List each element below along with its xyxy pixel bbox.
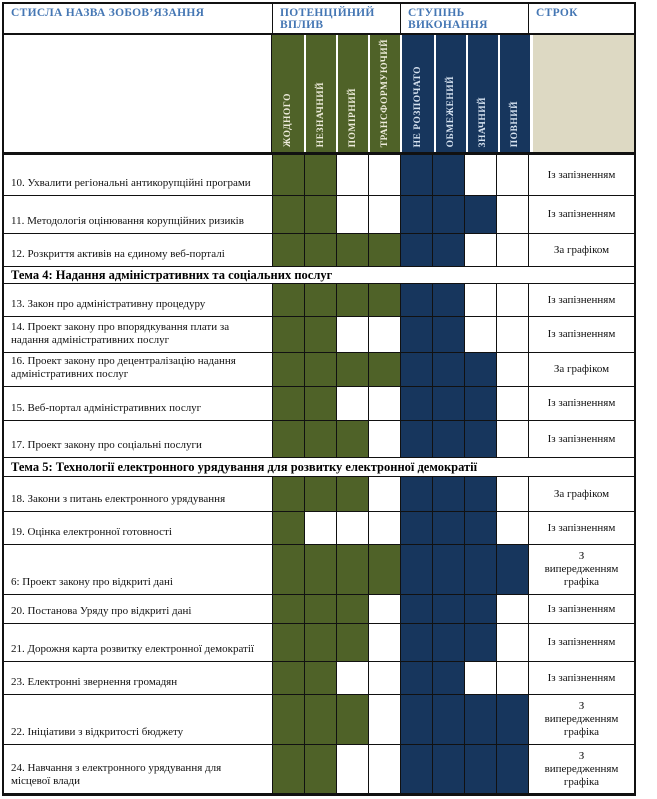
impact-cell-1-filled [304, 353, 336, 386]
band-empty-name-cell [4, 35, 272, 152]
commitment-row [4, 234, 634, 267]
term-status: З випередженням графіка [528, 695, 634, 744]
commitment-name: 22. Ініціативи з відкритості бюджету [11, 726, 184, 738]
completion-cell-3-empty [496, 421, 528, 457]
completion-cell-3-empty [496, 662, 528, 694]
impact-cell-1-filled [304, 284, 336, 316]
term-status: Із запізненням [528, 512, 634, 544]
completion-cell-2-empty [464, 155, 496, 195]
term-status: Із запізненням [528, 595, 634, 623]
commitment-row [4, 284, 634, 317]
impact-cell-1-filled [304, 545, 336, 594]
impact-cell-0-filled [272, 155, 304, 195]
impact-cell-1-filled [304, 387, 336, 420]
commitment-name: 16. Проект закону про децентралізацію надання адміністративних послуг [11, 355, 236, 380]
commitment-row [4, 545, 634, 595]
commitment-row [4, 155, 634, 196]
completion-cell-2-filled [464, 624, 496, 661]
commitment-name: 10. Ухвалити регіональні антикорупційні програми [11, 177, 251, 189]
commitment-row [4, 662, 634, 695]
impact-level-column-3 [368, 35, 400, 152]
impact-cell-1-filled [304, 234, 336, 266]
completion-cell-1-filled [432, 595, 464, 623]
completion-cell-2-empty [464, 317, 496, 352]
impact-level-column-1 [304, 35, 336, 152]
impact-cell-0-filled [272, 421, 304, 457]
impact-cell-3-empty [368, 317, 400, 352]
term-status: Із запізненням [528, 662, 634, 694]
term-band-cell [530, 35, 634, 152]
term-status: За графіком [528, 234, 634, 266]
impact-cell-0-filled [272, 745, 304, 793]
completion-cell-0-filled [400, 196, 432, 233]
impact-cell-2-filled [336, 284, 368, 316]
commitment-row [4, 695, 634, 745]
commitment-name: 17. Проект закону про соціальні послуги [11, 439, 202, 451]
completion-cell-2-filled [464, 745, 496, 793]
impact-cell-0-filled [272, 595, 304, 623]
completion-cell-1-filled [432, 421, 464, 457]
completion-level-label: ПОВНИЙ [510, 100, 520, 147]
completion-cell-3-filled [496, 545, 528, 594]
term-status: Із запізненням [528, 155, 634, 195]
completion-cell-0-filled [400, 234, 432, 266]
completion-cell-2-filled [464, 545, 496, 594]
completion-level-label: ЗНАЧНИЙ [478, 96, 488, 147]
commitment-row [4, 624, 634, 662]
completion-cell-0-filled [400, 155, 432, 195]
term-status: З випередженням графіка [528, 745, 634, 793]
completion-cell-1-filled [432, 624, 464, 661]
column-header-term: СТРОК [528, 4, 634, 33]
completion-cell-1-filled [432, 512, 464, 544]
impact-cell-0-filled [272, 624, 304, 661]
impact-cell-3-empty [368, 745, 400, 793]
completion-cell-1-filled [432, 695, 464, 744]
completion-cell-3-empty [496, 512, 528, 544]
completion-cell-2-filled [464, 387, 496, 420]
commitment-name: 24. Навчання з електронного урядування для місцевої влади [11, 762, 222, 787]
commitment-name: 13. Закон про адміністративну процедуру [11, 298, 206, 310]
completion-cell-1-filled [432, 234, 464, 266]
completion-level-label: НЕ РОЗПОЧАТО [413, 65, 423, 147]
completion-level-label: ОБМЕЖЕНИЙ [446, 75, 456, 147]
completion-cell-1-filled [432, 155, 464, 195]
impact-cell-0-filled [272, 662, 304, 694]
commitment-name: 6: Проект закону про відкриті дані [11, 576, 173, 588]
theme-header-row: Тема 4: Надання адміністративних та соціальних послуг [4, 267, 634, 284]
impact-cell-3-filled [368, 353, 400, 386]
impact-cell-1-filled [304, 624, 336, 661]
commitment-name: 11. Методологія оцінювання корупційних ризиків [11, 215, 244, 227]
impact-cell-0-filled [272, 196, 304, 233]
impact-cell-2-filled [336, 234, 368, 266]
commitment-name: 23. Електронні звернення громадян [11, 676, 178, 688]
impact-level-label: НЕЗНАЧНИЙ [316, 81, 326, 147]
completion-cell-0-filled [400, 695, 432, 744]
term-status: Із запізненням [528, 387, 634, 420]
completion-cell-2-filled [464, 512, 496, 544]
impact-cell-1-filled [304, 477, 336, 511]
impact-cell-1-filled [304, 421, 336, 457]
completion-cell-3-empty [496, 284, 528, 316]
completion-cell-3-filled [496, 745, 528, 793]
completion-cell-2-filled [464, 695, 496, 744]
term-status: Із запізненням [528, 624, 634, 661]
term-status: За графіком [528, 353, 634, 386]
impact-cell-3-filled [368, 234, 400, 266]
impact-level-column-0 [272, 35, 304, 152]
impact-cell-1-filled [304, 155, 336, 195]
completion-cell-3-empty [496, 353, 528, 386]
completion-cell-0-filled [400, 421, 432, 457]
term-status: За графіком [528, 477, 634, 511]
impact-cell-3-empty [368, 695, 400, 744]
completion-cell-3-empty [496, 234, 528, 266]
completion-cell-3-empty [496, 624, 528, 661]
commitments-status-table [2, 2, 636, 796]
completion-cell-1-filled [432, 387, 464, 420]
impact-cell-3-empty [368, 387, 400, 420]
commitment-name: 15. Веб-портал адміністративних послуг [11, 402, 202, 414]
impact-cell-0-filled [272, 477, 304, 511]
completion-cell-0-filled [400, 545, 432, 594]
impact-cell-1-filled [304, 745, 336, 793]
theme-header-row: Тема 5: Технології електронного урядування для розвитку електронної демократії [4, 458, 634, 477]
term-status: З випередженням графіка [528, 545, 634, 594]
impact-cell-2-filled [336, 353, 368, 386]
impact-cell-1-filled [304, 662, 336, 694]
completion-cell-3-empty [496, 317, 528, 352]
impact-cell-1-filled [304, 695, 336, 744]
commitment-row [4, 421, 634, 458]
completion-cell-0-filled [400, 317, 432, 352]
commitment-name: 20. Постанова Уряду про відкриті дані [11, 605, 192, 617]
completion-cell-2-filled [464, 196, 496, 233]
completion-cell-1-filled [432, 662, 464, 694]
commitment-name: 21. Дорожня карта розвитку електронної демократії [11, 643, 254, 655]
term-status: Із запізненням [528, 317, 634, 352]
impact-cell-2-filled [336, 545, 368, 594]
completion-cell-2-filled [464, 595, 496, 623]
impact-cell-0-filled [272, 353, 304, 386]
impact-cell-2-filled [336, 695, 368, 744]
commitment-row [4, 317, 634, 353]
completion-cell-0-filled [400, 284, 432, 316]
completion-cell-2-empty [464, 284, 496, 316]
impact-cell-3-filled [368, 545, 400, 594]
completion-cell-1-filled [432, 545, 464, 594]
impact-cell-2-empty [336, 745, 368, 793]
impact-cell-3-empty [368, 155, 400, 195]
impact-cell-2-filled [336, 477, 368, 511]
commitment-name: 19. Оцінка електронної готовності [11, 526, 172, 538]
completion-cell-2-empty [464, 234, 496, 266]
impact-cell-3-empty [368, 477, 400, 511]
impact-cell-2-empty [336, 317, 368, 352]
term-status: Із запізненням [528, 421, 634, 457]
impact-cell-2-filled [336, 421, 368, 457]
impact-cell-2-empty [336, 155, 368, 195]
completion-cell-2-empty [464, 662, 496, 694]
completion-level-column-2 [466, 35, 498, 152]
completion-cell-2-filled [464, 353, 496, 386]
impact-cell-0-filled [272, 695, 304, 744]
completion-cell-2-filled [464, 477, 496, 511]
completion-cell-0-filled [400, 477, 432, 511]
commitment-row [4, 595, 634, 624]
completion-cell-0-filled [400, 624, 432, 661]
impact-cell-2-empty [336, 387, 368, 420]
completion-cell-0-filled [400, 353, 432, 386]
term-status: Із запізненням [528, 196, 634, 233]
commitment-row [4, 387, 634, 421]
impact-cell-2-filled [336, 595, 368, 623]
completion-level-column-1 [434, 35, 466, 152]
completion-cell-1-filled [432, 745, 464, 793]
impact-level-label: ПОМІРНИЙ [348, 87, 358, 147]
impact-cell-0-filled [272, 545, 304, 594]
commitment-row [4, 196, 634, 234]
completion-cell-0-filled [400, 745, 432, 793]
completion-cell-3-empty [496, 387, 528, 420]
term-status: Із запізненням [528, 284, 634, 316]
impact-cell-0-filled [272, 284, 304, 316]
column-header-completion-level: СТУПІНЬ ВИКОНАННЯ [400, 4, 528, 33]
impact-cell-1-filled [304, 317, 336, 352]
completion-cell-3-empty [496, 477, 528, 511]
impact-cell-3-empty [368, 421, 400, 457]
completion-cell-1-filled [432, 317, 464, 352]
impact-cell-0-filled [272, 317, 304, 352]
commitment-row [4, 512, 634, 545]
completion-level-column-3 [498, 35, 530, 152]
impact-level-label: ЖОДНОГО [283, 92, 293, 147]
impact-level-column-2 [336, 35, 368, 152]
impact-cell-3-empty [368, 196, 400, 233]
impact-cell-3-filled [368, 284, 400, 316]
commitment-name: 18. Закони з питань електронного урядування [11, 493, 226, 505]
impact-level-label: ТРАНСФОРМУЮЧИЙ [380, 38, 390, 147]
impact-cell-3-empty [368, 662, 400, 694]
completion-cell-1-filled [432, 477, 464, 511]
impact-cell-2-filled [336, 624, 368, 661]
completion-cell-3-empty [496, 196, 528, 233]
completion-cell-1-filled [432, 196, 464, 233]
completion-scale-labels [400, 35, 530, 152]
completion-cell-0-filled [400, 512, 432, 544]
commitment-row [4, 353, 634, 387]
commitment-name: 12. Розкриття активів на єдиному веб-порталі [11, 248, 225, 260]
scale-labels-band [4, 35, 634, 155]
completion-cell-3-filled [496, 695, 528, 744]
completion-cell-1-filled [432, 353, 464, 386]
impact-cell-1-empty [304, 512, 336, 544]
impact-cell-3-empty [368, 595, 400, 623]
completion-cell-0-filled [400, 595, 432, 623]
impact-cell-2-empty [336, 512, 368, 544]
completion-cell-0-filled [400, 662, 432, 694]
completion-cell-1-filled [432, 284, 464, 316]
impact-cell-0-filled [272, 234, 304, 266]
table-body [4, 155, 634, 794]
impact-cell-0-filled [272, 512, 304, 544]
commitment-name: 14. Проект закону про впорядкування плати за надання адміністративних послуг [11, 321, 230, 346]
completion-level-column-0 [402, 35, 434, 152]
impact-cell-2-empty [336, 196, 368, 233]
completion-cell-3-empty [496, 155, 528, 195]
impact-cell-3-empty [368, 624, 400, 661]
column-header-potential-impact: ПОТЕНЦІЙНИЙ ВПЛИВ [272, 4, 400, 33]
impact-cell-2-empty [336, 662, 368, 694]
commitment-row [4, 745, 634, 794]
impact-cell-3-empty [368, 512, 400, 544]
completion-cell-0-filled [400, 387, 432, 420]
table-header-row [4, 4, 634, 35]
completion-cell-2-filled [464, 421, 496, 457]
column-header-commitment-name: СТИСЛА НАЗВА ЗОБОВ’ЯЗАННЯ [11, 7, 205, 19]
impact-cell-1-filled [304, 595, 336, 623]
commitment-row [4, 477, 634, 512]
impact-scale-labels [272, 35, 400, 152]
impact-cell-1-filled [304, 196, 336, 233]
impact-cell-0-filled [272, 387, 304, 420]
completion-cell-3-empty [496, 595, 528, 623]
